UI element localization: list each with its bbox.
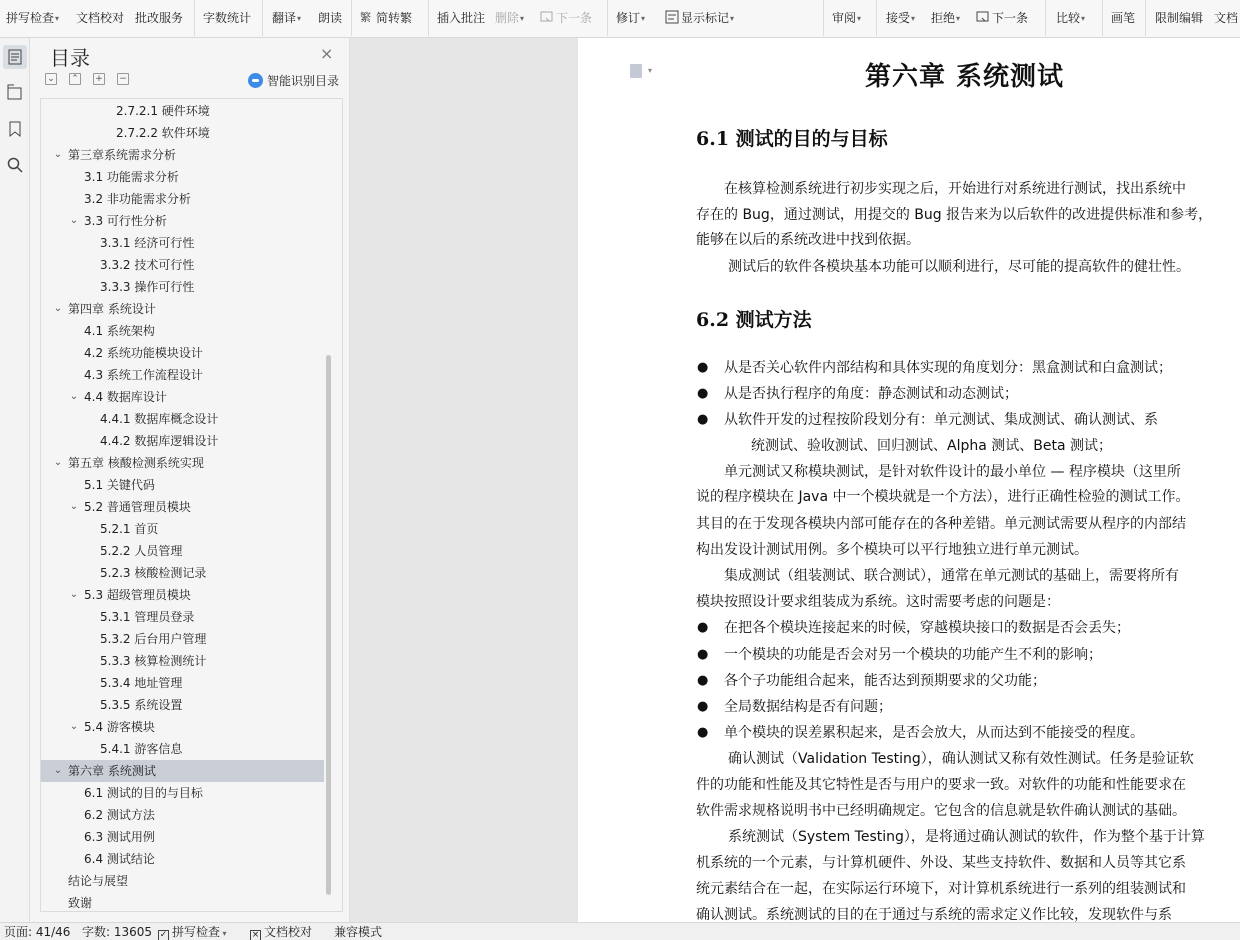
toc-icon: [3, 45, 27, 69]
page-indicator[interactable]: 页面: 41/46: [4, 925, 71, 939]
proofread-status[interactable]: × 文档校对: [251, 925, 313, 940]
accept-button[interactable]: 接受▾: [886, 11, 916, 25]
bullet-line: ● 从是否关心软件内部结构和具体实现的角度划分：黑盒测试和白盒测试；: [724, 358, 1172, 378]
document-page[interactable]: [578, 38, 1240, 922]
simplified-to-traditional-button[interactable]: 繁 简转繁: [360, 11, 413, 25]
ribbon-divider: [1102, 0, 1103, 36]
add-heading-button[interactable]: +: [93, 73, 105, 85]
paragraph-line: 构出发设计测试用例。多个模块可以平行地独立进行单元测试。: [696, 542, 1088, 558]
bullet-line: ● 在把各个模块连接起来的时候，穿越模块接口的数据是否会丢失；: [724, 618, 1130, 638]
chapter-title: 第六章 系统测试: [865, 62, 1065, 92]
expand-all-button[interactable]: ⌄: [45, 73, 57, 85]
toc-item-label: 5.3.1 管理员登录: [100, 610, 195, 624]
remove-heading-button[interactable]: −: [117, 73, 129, 85]
toc-item[interactable]: [41, 870, 324, 892]
toc-item-label: 2.7.2.1 硬件环境: [116, 104, 210, 118]
toc-item-label: 3.3 可行性分析: [84, 214, 167, 228]
smart-toc-icon: [248, 73, 263, 88]
bookmark-tab[interactable]: [6, 120, 24, 138]
chapter-nav-tab[interactable]: [6, 84, 24, 102]
close-icon[interactable]: ×: [320, 44, 334, 63]
toc-item[interactable]: [41, 826, 324, 848]
document-button[interactable]: 文档: [1214, 11, 1239, 25]
toc-item[interactable]: [41, 210, 324, 232]
toc-item-label: 第五章 核酸检测系统实现: [68, 456, 204, 470]
paragraph-line: 单元测试又称模块测试，是针对软件设计的最小单位 — 程序模块（这里所: [724, 464, 1181, 480]
toc-item-label: 3.3.1 经济可行性: [100, 236, 195, 250]
toc-item[interactable]: [41, 276, 324, 298]
toc-item[interactable]: [41, 122, 324, 144]
show-markup-button[interactable]: 显示标记▾: [665, 8, 734, 28]
toc-item[interactable]: [41, 782, 324, 804]
toc-scrollbar[interactable]: [326, 355, 331, 895]
toc-item[interactable]: [41, 892, 324, 912]
word-count-button[interactable]: 字数统计: [203, 11, 252, 25]
toc-item-label: 3.3.2 技术可行性: [100, 258, 195, 272]
paragraph-line: 系统测试（System Testing），是将通过确认测试的软件，作为整个基于计算: [728, 829, 1205, 845]
track-changes-button[interactable]: 修订▾: [616, 11, 646, 25]
doc-proofread-button[interactable]: 文档校对: [76, 11, 125, 25]
chevron-down-icon[interactable]: ⌄: [69, 391, 79, 402]
chevron-down-icon[interactable]: ⌄: [53, 149, 63, 160]
toc-item-label: 2.7.2.2 软件环境: [116, 126, 210, 140]
insert-comment-button[interactable]: 插入批注: [437, 11, 486, 25]
page-options-icon[interactable]: [630, 64, 642, 78]
toc-item-label: 4.1 系统架构: [84, 324, 155, 338]
spell-check-status[interactable]: ✓ 拼写检查 ▾: [159, 925, 227, 940]
toc-item[interactable]: [41, 628, 324, 650]
toc-item[interactable]: [41, 188, 324, 210]
chevron-down-icon[interactable]: ⌄: [69, 721, 79, 732]
chevron-down-icon[interactable]: ⌄: [69, 589, 79, 600]
toc-item[interactable]: [41, 738, 324, 760]
toc-item-label: 4.2 系统功能模块设计: [84, 346, 203, 360]
toc-item[interactable]: [41, 562, 324, 584]
toc-item[interactable]: [41, 848, 324, 870]
toc-item[interactable]: [41, 650, 324, 672]
paragraph-line: 确认测试（Validation Testing），确认测试又称有效性测试。任务是验证软: [728, 751, 1194, 767]
paragraph-line: 其目的在于发现各模块内部可能存在的各种差错。单元测试需要从程序的内部结: [696, 516, 1186, 532]
toc-item[interactable]: [41, 716, 324, 738]
section-6-2-heading: 6.2 测试方法: [696, 309, 812, 331]
ribbon-divider: [1045, 0, 1046, 36]
toc-item[interactable]: [41, 518, 324, 540]
toc-item-label: 4.4.2 数据库逻辑设计: [100, 434, 219, 448]
search-icon: [6, 156, 24, 174]
paragraph-line: 测试后的软件各模块基本功能可以顺利进行，尽可能的提高软件的健壮性。: [728, 259, 1190, 275]
ribbon-divider: [351, 0, 352, 36]
toc-item-label: 5.3.2 后台用户管理: [100, 632, 207, 646]
toc-item-label: 5.4 游客模块: [84, 720, 155, 734]
paragraph-line: 统元素结合在一起，在实际运行环境下，对计算机系统进行一系列的组装测试和: [696, 881, 1186, 897]
toc-item-label: 3.2 非功能需求分析: [84, 192, 191, 206]
toc-item-label: 5.3.3 核算检测统计: [100, 654, 207, 668]
next-change-icon: [976, 10, 990, 24]
navigation-rail: [0, 38, 30, 922]
ribbon-divider: [428, 0, 429, 36]
toc-item[interactable]: [41, 144, 324, 166]
toc-item-label: 致谢: [68, 896, 93, 910]
chapter-icon: [6, 84, 24, 102]
toc-item-label: 6.2 测试方法: [84, 808, 155, 822]
toc-item[interactable]: [41, 166, 324, 188]
compat-mode-label: 兼容模式: [334, 925, 383, 939]
delete-comment-button[interactable]: 删除▾: [495, 11, 525, 25]
toc-title: 目录: [50, 46, 90, 70]
toc-item[interactable]: [41, 452, 324, 474]
toc-item[interactable]: [41, 540, 324, 562]
toc-item[interactable]: [41, 232, 324, 254]
toc-item-label: 5.3.5 系统设置: [100, 698, 183, 712]
smart-toc-button[interactable]: 智能识别目录: [248, 72, 339, 89]
paragraph-line: 模块按照设计要求组装成为系统。这时需要考虑的问题是：: [696, 594, 1060, 610]
paragraph-line: 机系统的一个元素，与计算机硬件、外设、某些支持软件、数据和人员等其它系: [696, 855, 1186, 871]
toc-item-label: 5.4.1 游客信息: [100, 742, 183, 756]
toc-item[interactable]: [41, 298, 324, 320]
chevron-down-icon[interactable]: ⌄: [53, 457, 63, 468]
bullet-line: ● 全局数据结构是否有问题；: [724, 697, 892, 717]
bullet-line: ● 从软件开发的过程按阶段划分有：单元测试、集成测试、确认测试、系: [724, 410, 1158, 430]
bullet-line: ● 单个模块的误差累积起来，是否会放大，从而达到不能接受的程度。: [724, 723, 1144, 743]
chevron-down-icon[interactable]: ⌄: [53, 303, 63, 314]
bullet-line: ● 一个模块的功能是否会对另一个模块的功能产生不利的影响；: [724, 645, 1102, 665]
toc-item[interactable]: [41, 694, 324, 716]
show-markup-icon: [665, 10, 679, 24]
check-icon: ✓: [159, 930, 168, 940]
review-button[interactable]: 审阅▾: [832, 11, 862, 25]
toc-item[interactable]: [41, 804, 324, 826]
toc-item[interactable]: [41, 760, 324, 782]
bullet-line: ● 各个子功能组合起来，能否达到预期要求的父功能；: [724, 671, 1046, 691]
toc-item-label: 5.3 超级管理员模块: [84, 588, 191, 602]
toc-item-label: 第六章 系统测试: [68, 764, 156, 778]
chevron-down-icon: ▾: [648, 66, 653, 75]
section-6-1-heading: 6.1 测试的目的与目标: [696, 128, 888, 150]
compare-button[interactable]: 比较▾: [1056, 11, 1086, 25]
toc-item[interactable]: [41, 430, 324, 452]
toc-item-label: 3.1 功能需求分析: [84, 170, 179, 184]
correction-service-button[interactable]: 批改服务: [135, 11, 184, 25]
paragraph-line: 存在的 Bug，通过测试，用提交的 Bug 报告来为以后软件的改进提供标准和参考，: [696, 207, 1213, 223]
toc-item[interactable]: [41, 606, 324, 628]
pen-button[interactable]: 画笔: [1111, 11, 1136, 25]
toc-item-label: 4.3 系统工作流程设计: [84, 368, 203, 382]
toc-item-label: 5.1 关键代码: [84, 478, 155, 492]
bookmark-icon: [6, 120, 24, 138]
chevron-down-icon[interactable]: ⌄: [53, 765, 63, 776]
collapse-all-button[interactable]: ⌃: [69, 73, 81, 85]
paragraph-line: 集成测试（组装测试、联合测试），通常在单元测试的基础上，需要将所有: [724, 568, 1179, 584]
toc-item[interactable]: [41, 496, 324, 518]
toc-item-label: 5.2 普通管理员模块: [84, 500, 191, 514]
ribbon-divider: [1145, 0, 1146, 36]
toc-item[interactable]: [41, 408, 324, 430]
word-count[interactable]: 字数: 13605: [82, 925, 153, 939]
search-tab[interactable]: [6, 156, 24, 174]
ribbon-divider: [823, 0, 824, 36]
toc-item-label: 6.4 测试结论: [84, 852, 155, 866]
status-bar: [0, 922, 1240, 940]
paragraph-line: 说的程序模块在 Java 中一个模块就是一个方法），进行正确性检验的测试工作。: [696, 489, 1190, 505]
paragraph-line: 件的功能和性能及其它特性是否与用户的要求一致。对软件的功能和性能要求在: [696, 777, 1186, 793]
toc-panel: [30, 38, 350, 922]
read-aloud-button[interactable]: 朗读: [318, 11, 343, 25]
toc-item-label: 6.1 测试的目的与目标: [84, 786, 203, 800]
bullet-line: ● 从是否执行程序的角度：静态测试和动态测试；: [724, 384, 1018, 404]
next-comment-button[interactable]: 下一条: [540, 8, 592, 28]
toc-tree: [40, 98, 343, 912]
document-area: [350, 38, 1240, 922]
toc-item-label: 第四章 系统设计: [68, 302, 156, 316]
toc-item-label: 4.4.1 数据库概念设计: [100, 412, 219, 426]
translate-button[interactable]: 翻译▾: [272, 11, 302, 25]
restrict-editing-button[interactable]: 限制编辑: [1155, 11, 1204, 25]
toc-item-label: 3.3.3 操作可行性: [100, 280, 195, 294]
toc-panel-tab[interactable]: [3, 45, 27, 69]
ribbon-divider: [262, 0, 263, 36]
toc-item[interactable]: [41, 672, 324, 694]
toc-item-label: 5.2.3 核酸检测记录: [100, 566, 207, 580]
toc-item[interactable]: [41, 320, 324, 342]
toc-item[interactable]: [41, 342, 324, 364]
paragraph-line: 统测试、验收测试、回归测试、Alpha 测试、Beta 测试；: [751, 438, 1112, 454]
paragraph-line: 在核算检测系统进行初步实现之后，开始进行对系统进行测试，找出系统中: [724, 181, 1186, 197]
next-comment-icon: [540, 10, 554, 24]
toc-item-label: 5.2.1 首页: [100, 522, 159, 536]
ribbon-divider: [194, 0, 195, 36]
reject-button[interactable]: 拒绝▾: [931, 11, 961, 25]
toc-item-label: 结论与展望: [68, 874, 129, 888]
ribbon-divider: [607, 0, 608, 36]
toc-item[interactable]: [41, 474, 324, 496]
spell-check-button[interactable]: 拼写检查▾: [6, 11, 60, 25]
toc-item[interactable]: [41, 254, 324, 276]
chevron-down-icon[interactable]: ⌄: [69, 501, 79, 512]
paragraph-line: 确认测试。系统测试的目的在于通过与系统的需求定义作比较，发现软件与系: [696, 907, 1172, 922]
toc-item[interactable]: [41, 386, 324, 408]
review-ribbon: [0, 0, 1240, 38]
convert-icon: [360, 10, 374, 24]
toc-item-label: 4.4 数据库设计: [84, 390, 167, 404]
toc-item-label: 第三章系统需求分析: [68, 148, 177, 162]
toc-item[interactable]: [41, 584, 324, 606]
toc-item[interactable]: [41, 364, 324, 386]
toc-item-label: 5.2.2 人员管理: [100, 544, 183, 558]
toc-item[interactable]: [41, 100, 324, 122]
toc-item-label: 5.3.4 地址管理: [100, 676, 183, 690]
toc-item-label: 6.3 测试用例: [84, 830, 155, 844]
proofread-icon: ×: [251, 930, 260, 940]
next-change-button[interactable]: 下一条: [976, 8, 1028, 28]
chevron-down-icon[interactable]: ⌄: [69, 215, 79, 226]
paragraph-line: 能够在以后的系统改进中找到依据。: [696, 232, 920, 248]
ribbon-divider: [876, 0, 877, 36]
paragraph-line: 软件需求规格说明书中已经明确规定。它包含的信息就是软件确认测试的基础。: [696, 803, 1186, 819]
svg-text:繁: 繁: [360, 11, 371, 24]
